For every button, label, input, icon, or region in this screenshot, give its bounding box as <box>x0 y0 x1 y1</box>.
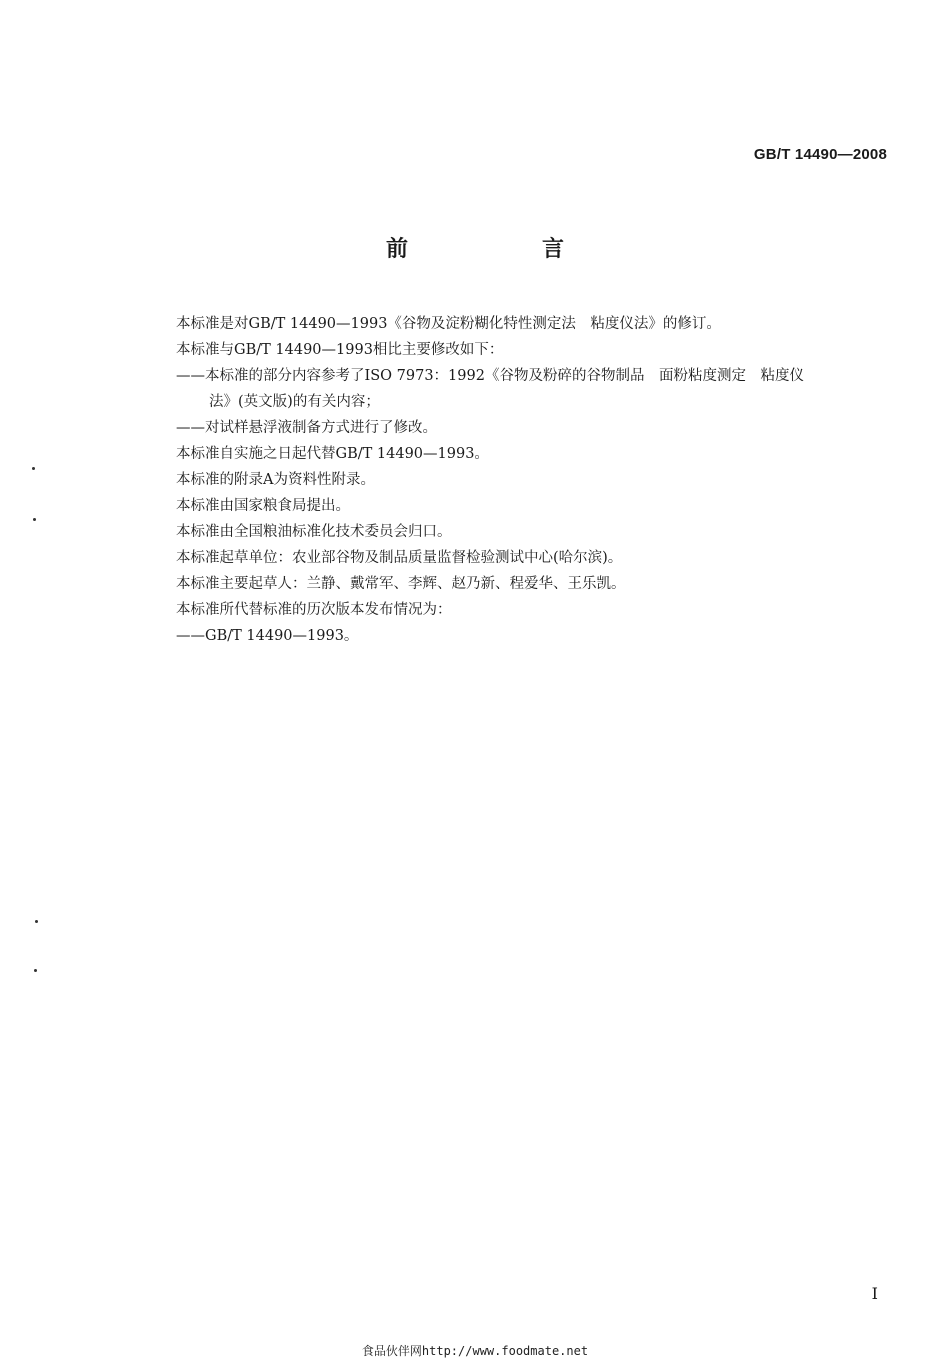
paragraph-proposed-by: 本标准由国家粮食局提出。 <box>176 498 350 514</box>
paragraph-drafters: 本标准主要起草人：兰静、戴常军、李辉、赵乃新、程爱华、王乐凯。 <box>176 576 626 592</box>
list-item-previous-version: ——GB/T 14490—1993。 <box>176 628 359 644</box>
scan-speck <box>35 920 38 923</box>
scan-speck <box>34 969 37 972</box>
paragraph-revision: 本标准是对GB/T 14490—1993《谷物及淀粉糊化特性测定法 粘度仪法》的修订。 <box>176 316 721 332</box>
paragraph-history-intro: 本标准所代替标准的历次版本发布情况为： <box>176 602 452 618</box>
footer-watermark: 食品伙伴网http://www.foodmate.net <box>361 1344 589 1358</box>
page-number: I <box>871 1284 878 1303</box>
list-item-iso-reference-cont: 法》(英文版)的有关内容； <box>209 394 380 410</box>
paragraph-drafting-unit: 本标准起草单位：农业部谷物及制品质量监督检验测试中心(哈尔滨)。 <box>176 550 623 566</box>
standard-code: GB/T 14490—2008 <box>753 146 887 163</box>
page-title: 前 言 <box>385 237 620 262</box>
list-item-iso-reference: ——本标准的部分内容参考了ISO 7973：1992《谷物及粉碎的谷物制品 面粉粘度测定 粘度仪 <box>176 368 804 384</box>
paragraph-replaces: 本标准自实施之日起代替GB/T 14490—1993。 <box>176 446 489 462</box>
scan-speck <box>33 518 36 521</box>
paragraph-centralized-by: 本标准由全国粮油标准化技术委员会归口。 <box>176 524 452 540</box>
paragraph-changes-intro: 本标准与GB/T 14490—1993相比主要修改如下： <box>176 342 504 358</box>
paragraph-annex: 本标准的附录A为资料性附录。 <box>176 472 375 488</box>
scan-speck <box>32 467 35 470</box>
list-item-suspension-change: ——对试样悬浮液制备方式进行了修改。 <box>176 420 437 436</box>
foreword-body <box>176 311 891 649</box>
